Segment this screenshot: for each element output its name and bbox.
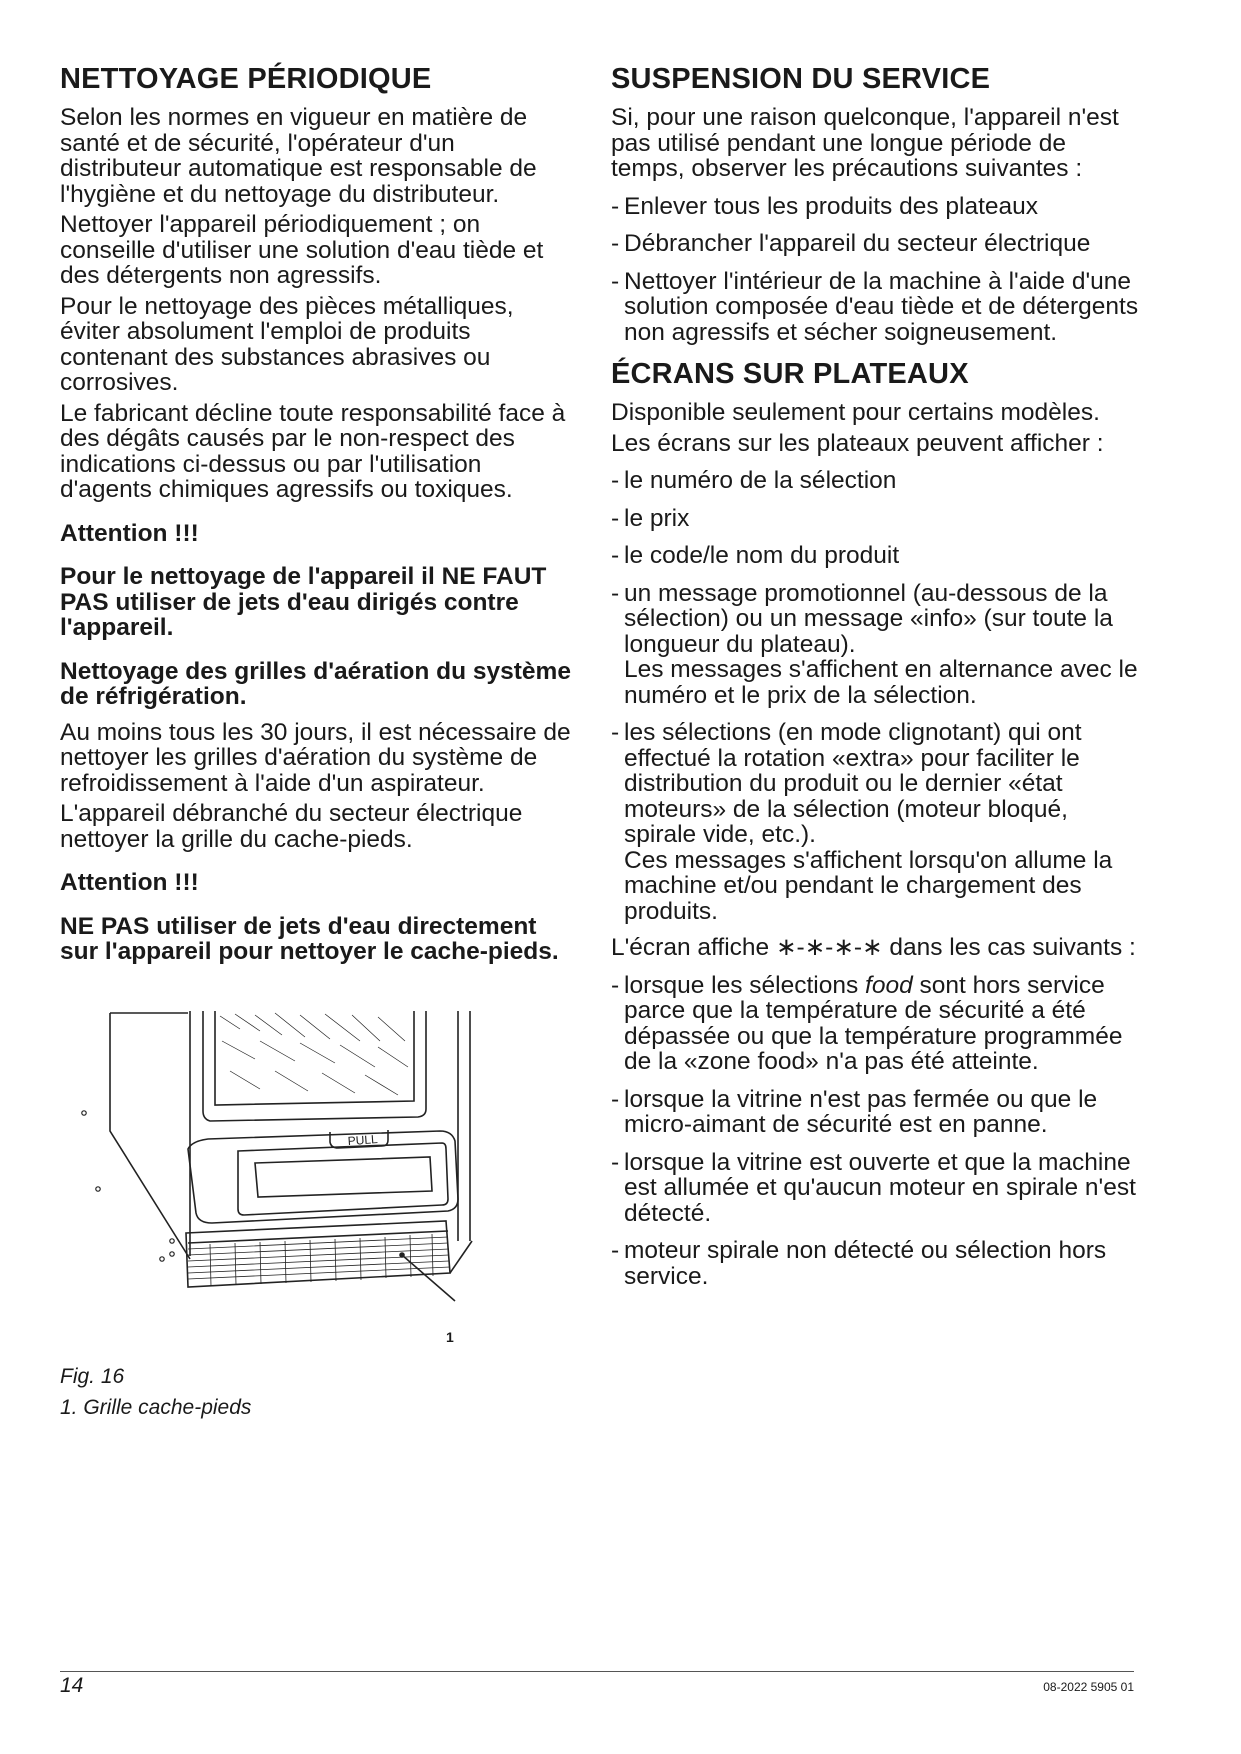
paragraph: Selon les normes en vigueur en matière de santé et de sécurité, l'opérateur d'un distributeur automatique est responsable de l'hygiène et du nettoyage du distributeur.: [60, 104, 537, 208]
figure-caption: 1. Grille cache-pieds: [60, 1395, 252, 1419]
machine-illustration: [60, 1001, 580, 1331]
list-item: - lorsque la vitrine n'est pas fermée ou que le micro-aimant de sécurité est en panne.: [611, 1085, 1098, 1138]
paragraph: Disponible seulement pour certains modèles.: [611, 399, 1100, 426]
page-number: 14: [60, 1674, 84, 1697]
list-item: - lorsque la vitrine est ouverte et que la machine est allumée et qu'aucun moteur en spirale n'est détecté.: [611, 1148, 1136, 1227]
list-item: - moteur spirale non détecté ou sélection hors service.: [611, 1237, 1107, 1290]
list-item: - Nettoyer l'intérieur de la machine à l'aide d'une solution composée d'eau tiède et de détergents non agressifs et sécher soigneusement.: [611, 267, 1139, 346]
left-column: [60, 62, 580, 1423]
footer-divider: [60, 1671, 1134, 1672]
list-item: - Débrancher l'appareil du secteur électrique: [611, 230, 1091, 257]
list-item: - le numéro de la sélection: [611, 467, 897, 494]
paragraph: L'appareil débranché du secteur électrique nettoyer la grille du cache-pieds.: [60, 800, 523, 853]
precautions-list: [611, 194, 1141, 346]
attention-label: Attention !!!: [60, 869, 199, 896]
right-column: [611, 62, 1141, 1301]
paragraph: Au moins tous les 30 jours, il est nécessaire de nettoyer les grilles d'aération du système de refroidissement à l'aide d'un aspirateur.: [60, 718, 571, 797]
svg-text:PULL: PULL: [347, 1131, 379, 1148]
figure-title: Fig. 16: [60, 1364, 125, 1388]
error-cases-list: [611, 973, 1141, 1290]
paragraph: Les écrans sur les plateaux peuvent afficher :: [611, 429, 1104, 457]
figure-machine-base: [60, 1001, 580, 1361]
section-heading-screens: ÉCRANS SUR PLATEAUX: [611, 358, 969, 390]
list-item: - Enlever tous les produits des plateaux: [611, 192, 1039, 220]
section-heading-cleaning: NETTOYAGE PÉRIODIQUE: [60, 63, 432, 95]
display-list: [611, 468, 1141, 924]
paragraph: L'écran affiche ∗-∗-∗-∗ dans les cas suivants :: [611, 934, 1136, 961]
callout-number: 1: [446, 1328, 454, 1345]
paragraph: Si, pour une raison quelconque, l'appareil n'est pas utilisé pendant une longue période de temps, observer les précautions suivantes :: [611, 104, 1119, 182]
paragraph: Pour le nettoyage des pièces métalliques, éviter absolument l'emploi de produits contenant des substances abrasives ou corrosives.: [60, 292, 514, 396]
section-heading-suspension: SUSPENSION DU SERVICE: [611, 63, 991, 95]
paragraph: Nettoyer l'appareil périodiquement ; on conseille d'utiliser une solution d'eau tiède et des détergents non agressifs.: [60, 211, 544, 289]
list-item: - un message promotionnel (au-dessous de la sélection) ou un message «info» (sur toute la longueur du plateau). Les messages s'affichent en alternance avec le numéro et le prix de la sélection.: [611, 579, 1138, 709]
list-item: - lorsque les sélections food sont hors service parce que la température de sécurité a été dépassée ou que la température programmée de la «zone food» n'a pas été atteinte.: [611, 971, 1123, 1075]
warning-text: NE PAS utiliser de jets d'eau directement sur l'appareil pour nettoyer le cache-pieds.: [60, 912, 559, 965]
list-item: - le prix: [611, 504, 690, 532]
document-code: 08-2022 5905 01: [1043, 1680, 1134, 1694]
warning-text: Pour le nettoyage de l'appareil il NE FAUT PAS utiliser de jets d'eau dirigés contre l'appareil.: [60, 563, 547, 641]
subheading-ventilation: Nettoyage des grilles d'aération du système de réfrigération.: [60, 657, 571, 710]
list-item: - le code/le nom du produit: [611, 542, 900, 569]
paragraph: Le fabricant décline toute responsabilité face à des dégâts causés par le non-respect des indications ci-dessus ou par l'utilisation d'agents chimiques agressifs ou toxiques.: [60, 399, 566, 503]
attention-label: Attention !!!: [60, 519, 199, 547]
list-item: - les sélections (en mode clignotant) qui ont effectué la rotation «extra» pour faciliter le distribution du produit ou le dernier «état moteurs» de la sélection (moteur bloqué, spirale vide, etc.). Ces messages s'affichent lorsqu'on allume la machine et/ou pendant le chargement des produits.: [611, 719, 1113, 925]
